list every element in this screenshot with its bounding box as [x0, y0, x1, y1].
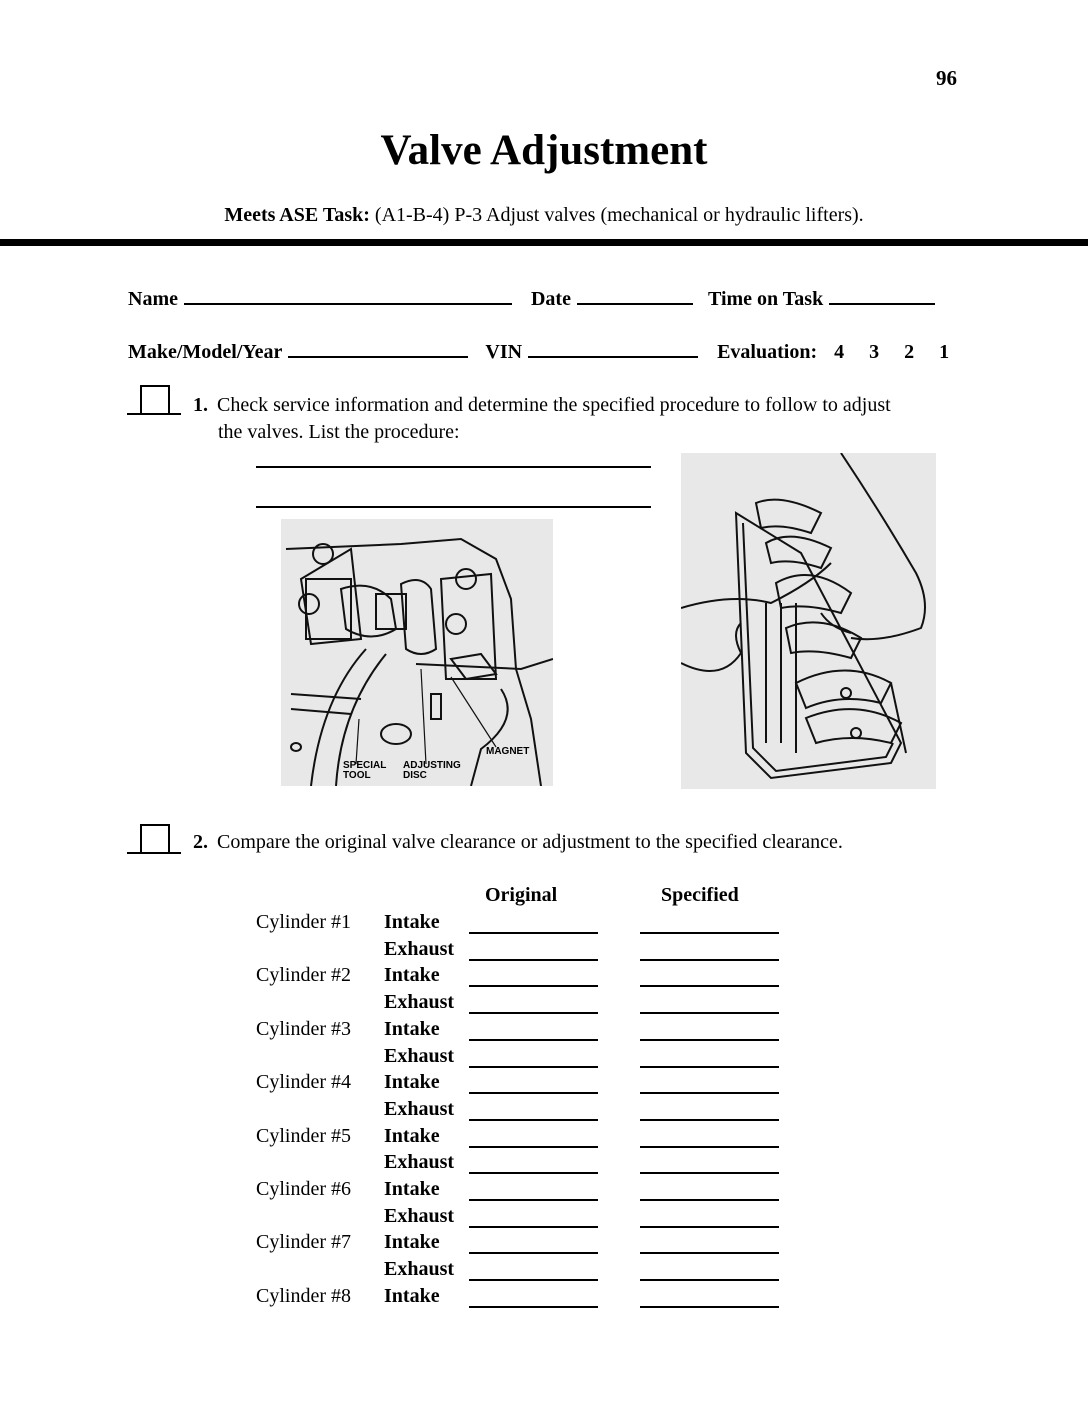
vin-field[interactable]: [528, 338, 698, 358]
name-field[interactable]: [184, 285, 512, 305]
column-header-original: Original: [485, 884, 558, 906]
task-2-checkbox[interactable]: [127, 824, 181, 854]
page-number: 96: [936, 66, 957, 90]
evaluation-option-4[interactable]: 4: [834, 341, 845, 363]
valve-type-label: Exhaust: [384, 1044, 455, 1067]
cylinder-label: Cylinder #4: [256, 1071, 351, 1094]
task-2-number: 2.: [193, 831, 208, 853]
valve-type-label: Intake: [384, 964, 440, 987]
specified-clearance-field[interactable]: [640, 1066, 779, 1068]
vin-label: VIN: [485, 341, 523, 363]
label-tool: TOOL: [343, 770, 371, 781]
evaluation-label: Evaluation:: [717, 341, 818, 363]
specified-clearance-field[interactable]: [640, 1226, 779, 1228]
valve-type-label: Exhaust: [384, 1151, 455, 1174]
evaluation-option-2[interactable]: 2: [904, 341, 915, 363]
name-label: Name: [128, 288, 178, 310]
specified-clearance-field[interactable]: [640, 1119, 779, 1121]
cylinder-label: Cylinder #3: [256, 1017, 351, 1040]
original-clearance-field[interactable]: [469, 1119, 598, 1121]
valve-type-label: Exhaust: [384, 937, 455, 960]
specified-clearance-field[interactable]: [640, 959, 779, 961]
specified-clearance-field[interactable]: [640, 1172, 779, 1174]
task-2-text: Compare the original valve clearance or adjustment to the specified clearance.: [217, 831, 843, 853]
valve-adjusting-disc-illustration: [281, 519, 553, 786]
rocker-arms-hands-drawing-icon: [681, 453, 936, 789]
valve-type-label: Exhaust: [384, 1204, 455, 1227]
cylinder-label: Cylinder #8: [256, 1284, 351, 1307]
specified-clearance-field[interactable]: [640, 1279, 779, 1281]
specified-clearance-field[interactable]: [640, 1039, 779, 1041]
valve-type-label: Intake: [384, 1017, 440, 1040]
specified-clearance-field[interactable]: [640, 1092, 779, 1094]
original-clearance-field[interactable]: [469, 1252, 598, 1254]
specified-clearance-field[interactable]: [640, 1146, 779, 1148]
specified-clearance-field[interactable]: [640, 1252, 779, 1254]
task-1-checkbox[interactable]: [127, 385, 181, 415]
time-on-task-label: Time on Task: [707, 288, 824, 310]
cylinder-label: Cylinder #6: [256, 1178, 351, 1200]
cylinder-label: Cylinder #2: [256, 964, 351, 987]
specified-clearance-field[interactable]: [640, 1306, 779, 1308]
original-clearance-field[interactable]: [469, 1306, 598, 1308]
checkbox-icon: [140, 824, 170, 852]
ase-task-label: Meets ASE Task:: [224, 204, 370, 226]
checkbox-underline: [127, 413, 181, 415]
ase-task-subtitle: [0, 204, 1088, 227]
time-on-task-field[interactable]: [829, 285, 935, 305]
ase-task-text: (A1-B-4) P-3 Adjust valves (mechanical or hydraulic lifters).: [374, 204, 864, 226]
valve-type-label: Intake: [384, 1071, 440, 1094]
date-label: Date: [530, 288, 571, 310]
original-clearance-field[interactable]: [469, 1012, 598, 1014]
original-clearance-field[interactable]: [469, 1092, 598, 1094]
specified-clearance-field[interactable]: [640, 985, 779, 987]
original-clearance-field[interactable]: [469, 1199, 598, 1201]
checkbox-icon: [140, 385, 170, 413]
make-model-year-label: Make/Model/Year: [128, 341, 283, 363]
task-1-number: 1.: [193, 394, 208, 416]
task-1-text-line1: Check service information and determine the specified procedure to follow to adjust: [217, 394, 891, 416]
valve-type-label: Intake: [384, 1178, 440, 1200]
cylinder-label: Cylinder #7: [256, 1231, 351, 1254]
task-2: [193, 831, 843, 854]
vehicle-info-row: [128, 338, 949, 364]
page-title: Valve Adjustment: [380, 127, 708, 174]
evaluation-option-3[interactable]: 3: [869, 341, 880, 363]
task-1-text-line2: the valves. List the procedure:: [218, 421, 460, 443]
student-info-row: [128, 285, 939, 311]
original-clearance-field[interactable]: [469, 1279, 598, 1281]
label-special: SPECIAL: [343, 760, 387, 771]
valve-type-label: Exhaust: [384, 1258, 455, 1281]
cylinder-label: Cylinder #1: [256, 911, 351, 933]
procedure-answer-line-1[interactable]: [256, 466, 651, 468]
task-1: [193, 392, 891, 446]
header-divider: [0, 239, 1088, 246]
valve-type-label: Intake: [384, 1284, 440, 1307]
date-field[interactable]: [577, 285, 693, 305]
column-header-specified: Specified: [661, 884, 739, 906]
make-model-year-field[interactable]: [288, 338, 468, 358]
specified-clearance-field[interactable]: [640, 1012, 779, 1014]
valve-type-label: Intake: [384, 1124, 440, 1147]
valve-type-label: Intake: [384, 911, 440, 933]
valve-type-label: Exhaust: [384, 1097, 455, 1120]
label-disc: DISC: [403, 770, 427, 781]
original-clearance-field[interactable]: [469, 1039, 598, 1041]
original-clearance-field[interactable]: [469, 932, 598, 934]
rocker-arm-adjustment-illustration: [681, 453, 936, 789]
original-clearance-field[interactable]: [469, 1146, 598, 1148]
label-magnet: MAGNET: [486, 746, 530, 757]
label-adjusting: ADJUSTING: [403, 760, 461, 771]
original-clearance-field[interactable]: [469, 959, 598, 961]
checkbox-underline: [127, 852, 181, 854]
procedure-answer-line-2[interactable]: [256, 506, 651, 508]
evaluation-option-1[interactable]: 1: [939, 341, 950, 363]
original-clearance-field[interactable]: [469, 985, 598, 987]
valve-type-label: Exhaust: [384, 991, 455, 1014]
cylinder-label: Cylinder #5: [256, 1124, 351, 1147]
original-clearance-field[interactable]: [469, 1172, 598, 1174]
original-clearance-field[interactable]: [469, 1066, 598, 1068]
specified-clearance-field[interactable]: [640, 932, 779, 934]
valve-type-label: Intake: [384, 1231, 440, 1254]
original-clearance-field[interactable]: [469, 1226, 598, 1228]
specified-clearance-field[interactable]: [640, 1199, 779, 1201]
